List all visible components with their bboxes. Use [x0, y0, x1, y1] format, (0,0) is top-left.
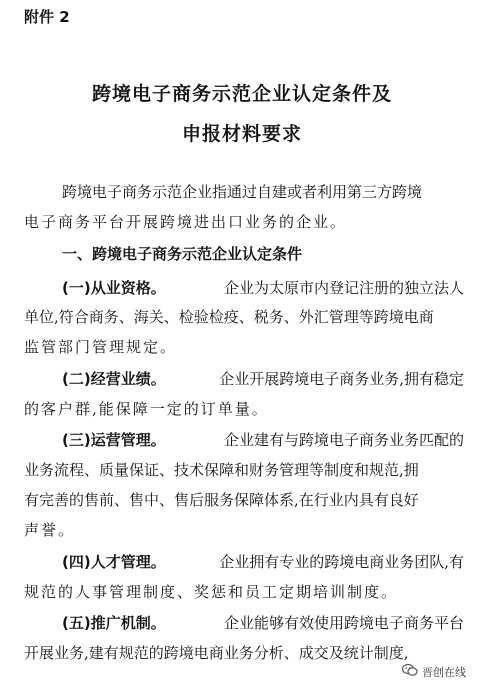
item3-line1	[62, 430, 464, 450]
wechat-icon	[402, 663, 418, 680]
intro-text: 电子商务平台开展跨境进出口业务的企业。	[24, 213, 348, 231]
intro-line1	[62, 182, 464, 202]
item1-line1	[62, 278, 464, 298]
item2-text: 的客户群,能保障一定的订单量。	[24, 400, 269, 418]
intro-text: 跨境电子商务示范企业指通过自建或者利用第三方跨境	[62, 183, 423, 201]
item1-label: (一)从业资格。	[62, 279, 166, 297]
document-title-line2: 申报材料要求	[181, 123, 302, 145]
item3-line4	[24, 520, 464, 540]
item5-text: 开展业务,建有规范的跨境电商业务分析、成交及统计制度,	[24, 644, 409, 662]
item3-line3	[24, 490, 464, 510]
item4-text: 规范的人事管理制度、奖惩和员工定期培训制度。	[24, 583, 399, 601]
item2-line2	[24, 399, 464, 419]
item3-text: 声誉。	[24, 521, 76, 539]
item2-line1	[62, 369, 464, 389]
watermark-text: 晋创在线	[422, 665, 466, 679]
item4-line2	[24, 582, 464, 602]
item5-label: (五)推广机制。	[62, 614, 166, 632]
item2-text: 企业开展跨境电子商务业务,拥有稳定	[219, 370, 464, 388]
watermark	[402, 663, 466, 680]
item3-line2	[24, 460, 464, 480]
item4-text: 企业拥有专业的跨境电商业务团队,有	[219, 553, 464, 571]
item3-text: 业务流程、质量保证、技术保障和财务管理等制度和规范,拥	[24, 461, 419, 479]
intro-line2	[24, 212, 464, 232]
annex-label: 附件 2	[24, 8, 70, 26]
item5-line2	[24, 643, 464, 663]
item4-line1	[62, 552, 464, 572]
item1-text: 单位,符合商务、海关、检验检疫、税务、外汇管理等跨境电商	[24, 308, 434, 326]
item1-line2	[24, 307, 464, 327]
section-heading: 一、跨境电子商务示范企业认定条件	[62, 245, 303, 263]
item3-label: (三)运营管理。	[62, 431, 166, 449]
item3-text: 企业建有与跨境电子商务业务匹配的	[223, 431, 464, 449]
item2-label: (二)经营业绩。	[62, 370, 166, 388]
item5-text: 企业能够有效使用跨境电子商务平台	[223, 614, 464, 632]
item3-text: 有完善的售前、售中、售后服务保障体系,在行业内具有良好	[24, 491, 419, 509]
item1-line3	[24, 337, 464, 357]
item5-line1	[62, 613, 464, 633]
item1-text: 监管部门管理规定。	[24, 338, 178, 356]
item4-label: (四)人才管理。	[62, 553, 166, 571]
document-title-line1: 跨境电子商务示范企业认定条件及	[91, 83, 392, 105]
item1-text: 企业为太原市内登记注册的独立法人	[223, 279, 464, 297]
